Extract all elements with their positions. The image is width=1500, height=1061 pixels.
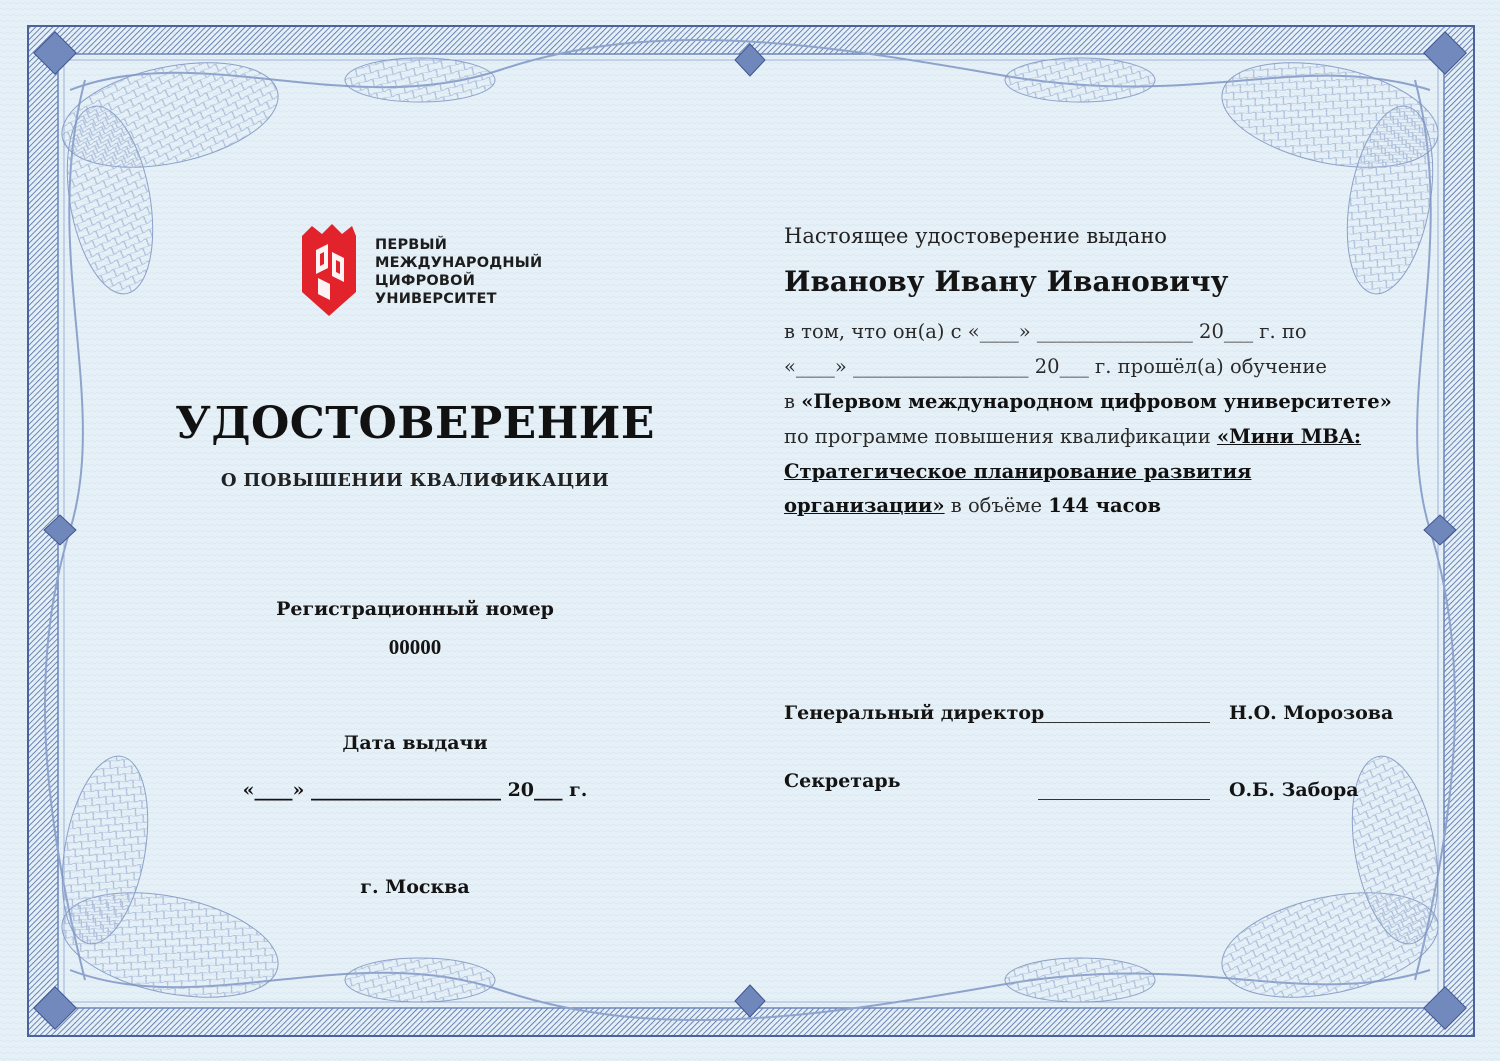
program-name-part3: организации» [784,494,945,517]
signature-line-secretary [1038,799,1210,800]
document-title: УДОСТОВЕРЕНИЕ [175,398,655,449]
program-name-part1: «Мини MBA: [1216,425,1362,448]
reg-number-value: 00000 [388,635,442,659]
university-name-line: ЦИФРОВОЙ [375,273,476,289]
program-line [784,460,1251,483]
signature-role-secretary: Секретарь [784,770,901,792]
issue-date-label: Дата выдачи [342,732,488,754]
signature-name-secretary: О.Б. Забора [1229,779,1359,801]
signature-name-director: Н.О. Морозова [1229,702,1394,724]
program-line [784,425,1361,448]
issue-date-blank: «____» ____________________ 20___ г. [242,779,588,801]
institution-prefix: в [784,390,802,413]
university-name-line: МЕЖДУНАРОДНЫЙ [375,255,543,271]
university-logo-icon [298,222,360,318]
university-name-line: УНИВЕРСИТЕТ [375,291,497,307]
program-line [784,494,1161,517]
volume-value: 144 часов [1048,494,1162,517]
signature-role-director: Генеральный директор [784,702,1045,724]
volume-prefix: в объёме [944,494,1049,517]
recipient-name: Иванову Ивану Ивановичу [784,265,1229,298]
signature-line-director [1038,722,1210,723]
reg-number-label: Регистрационный номер [276,598,554,620]
institution-line [784,390,1392,413]
institution-name: «Первом международном цифровом университете» [801,390,1392,413]
issue-city: г. Москва [360,876,470,898]
program-name-part2: Стратегическое планирование развития [784,460,1252,483]
university-name-line: ПЕРВЫЙ [375,237,448,253]
issued-intro: Настоящее удостоверение выдано [784,224,1167,248]
period-line-1: в том, что он(а) с «____» ________________ 20___ г. по [784,320,1307,343]
program-prefix: по программе повышения квалификации [784,425,1217,448]
period-line-2: «____» __________________ 20___ г. прошёл(а) обучение [784,355,1327,378]
document-subtitle: О ПОВЫШЕНИИ КВАЛИФИКАЦИИ [220,470,610,491]
